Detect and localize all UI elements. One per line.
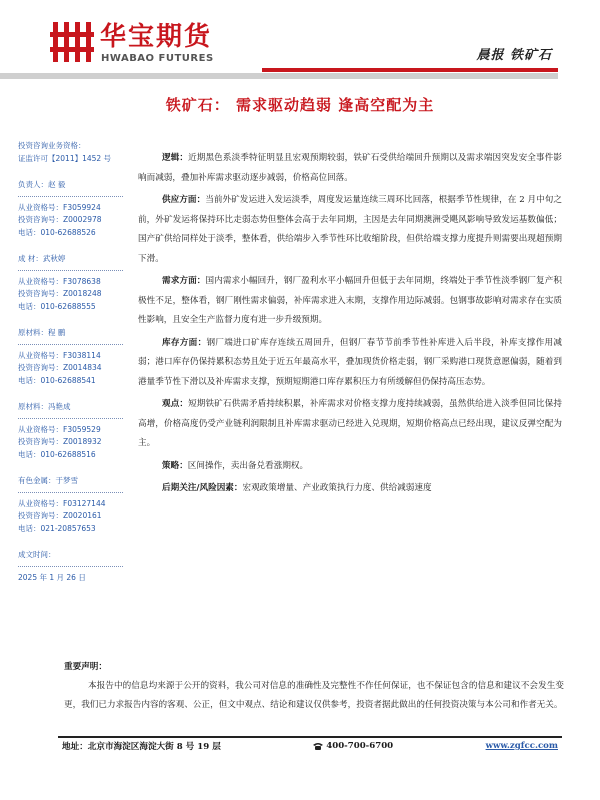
analyst-block: [18, 327, 128, 387]
logic-paragraph: [138, 149, 562, 188]
analyst-consult-number: 投资咨询号：Z0018932: [18, 437, 102, 446]
footer-phone-group: [313, 741, 393, 751]
section-label: 供应方面：: [162, 195, 206, 205]
report-title: 铁矿石： 需求驱动趋弱 逢高空配为主: [165, 96, 435, 114]
section-label: 策略：: [162, 460, 188, 471]
section-text: 钢厂端进口矿库存连续五周回升，但钢厂春节节前季节性补库进入后半段，补库支撑作用减弱；港口库存仍保持累积态势且处于近五年最高水平，叠加现货价格走弱，钢厂采购港口现货意愿偏弱，随着到港量季节性下滑以及补库需求支撑，预期短期港口库存累积压力有所缓解但仍保持高压态势。: [138, 337, 562, 387]
analyst-block: [18, 475, 128, 535]
section-text: 当前外矿发运进入发运淡季，周度发运量连续三周环比回落，根据季节性规律，在 2 月中旬之前，外矿发运将保持环比走弱态势但整体会高于去年同期，主因是去年同期澳洲受飓风影响导致发运基数偏低；国产矿供给同样处于淡季，整体看，供给端步入季节性环比收缩阶段，但供给端支撑力度提升则需要出现超预期下滑。: [138, 195, 562, 264]
hwabao-logo-icon: [50, 20, 94, 64]
analyst-role: 有色金属：于梦雪: [18, 476, 78, 485]
report-body: [138, 149, 562, 499]
date-label: 成文时间：: [18, 550, 56, 559]
analyst-consult-number: 投资咨询号：Z0020161: [18, 511, 102, 520]
section-text: 短期铁矿石供需矛盾持续积累，补库需求对价格支撑力度持续减弱，虽然供给进入淡季但同比保持高增，价格高度仍受产业链利润限制且补库需求驱动已经进入兑现期，短期价格高点已经出现，建议反弹空配为主。: [138, 399, 562, 448]
logo-chinese-name: 华宝期货: [100, 22, 213, 52]
supply-paragraph: [138, 191, 562, 269]
analyst-qualification: 从业资格号：F3059924: [18, 202, 101, 212]
section-text: 区间操作，卖出备兑看涨期权。: [187, 460, 309, 471]
footer-website-link[interactable]: www.zgfcc.com: [485, 741, 558, 751]
divider: [18, 196, 123, 197]
company-logo: [50, 18, 250, 68]
analyst-phone: 电话：010-62688555: [18, 301, 96, 311]
analyst-block: [18, 401, 128, 461]
view-paragraph: [138, 395, 562, 454]
analyst-phone: 电话：010-62688516: [18, 449, 96, 459]
logo-english-name: HWABAO FUTURES: [101, 53, 214, 64]
risk-text: 宏观政策增量、产业政策执行力度、供给减弱速度: [242, 483, 432, 493]
analyst-consult-number: 投资咨询号：Z0002978: [18, 215, 102, 224]
report-tag: 晨报 铁矿石: [476, 48, 552, 63]
header-red-rule: [262, 68, 558, 72]
demand-paragraph: [138, 272, 562, 331]
section-text: 国内需求小幅回升，钢厂盈利水平小幅回升但低于去年同期，终端处于季节性淡季钢厂复产积极性不足，整体看，钢厂刚性需求偏弱，补库需求进入末期，支撑作用边际减弱。包钢事故影响对需求存在实质性影响，且安全生产监督力度有进一步升级预期。: [138, 276, 562, 325]
risk-label: 后期关注/风险因素：: [162, 483, 243, 493]
divider: [18, 492, 123, 493]
analyst-role: 原材料：冯艳成: [18, 402, 71, 411]
analyst-qualification: 从业资格号：F3059529: [18, 424, 101, 434]
footer-rule: [58, 736, 562, 738]
section-label: 观点：: [162, 399, 189, 409]
risk-paragraph: [138, 479, 562, 499]
analyst-phone: 电话：010-62688541: [18, 375, 96, 385]
license-block: [18, 140, 128, 165]
license-label: 投资咨询业务资格：: [18, 141, 86, 150]
analyst-qualification: 从业资格号：F3078638: [18, 276, 101, 286]
divider: [18, 566, 123, 567]
analyst-phone: 电话：010-62688526: [18, 227, 96, 237]
analyst-role: 原材料：程 鹏: [18, 328, 66, 337]
divider: [18, 418, 123, 419]
analyst-phone: 电话：021-20857653: [18, 523, 96, 533]
footer-address: 地址：北京市海淀区海淀大街 8 号 19 层: [62, 742, 221, 752]
date-block: [18, 549, 128, 584]
analyst-sidebar: [18, 140, 128, 598]
analyst-role: 负责人：赵 毅: [18, 180, 66, 189]
section-label: 库存方面：: [162, 337, 207, 348]
analyst-consult-number: 投资咨询号：Z0014834: [18, 363, 102, 372]
section-label: 需求方面：: [162, 276, 206, 286]
footer: [58, 740, 562, 752]
strategy-paragraph: [138, 457, 562, 477]
header-gray-band: [0, 73, 558, 79]
telephone-icon: [313, 742, 323, 750]
disclaimer-title: 重要声明：: [64, 662, 107, 672]
disclaimer: [64, 658, 564, 715]
analyst-consult-number: 投资咨询号：Z0018248: [18, 289, 102, 298]
footer-phone: 400-700-6700: [326, 741, 394, 751]
analyst-qualification: 从业资格号：F03127144: [18, 498, 106, 508]
divider: [18, 344, 123, 345]
analyst-block: [18, 179, 128, 239]
report-date: 2025 年 1 月 26 日: [18, 572, 86, 582]
divider: [18, 270, 123, 271]
section-label: 逻辑：: [162, 153, 189, 163]
disclaimer-text: 本报告中的信息均来源于公开的资料，我公司对信息的准确性及完整性不作任何保证，也不保证包含的信息和建议不会发生变更，我们已力求报告内容的客观、公正，但文中观点、结论和建议仅供参考，投资者据此做出的任何投资决策与本公司和作者无关。: [64, 681, 564, 710]
analyst-role: 成 材：武秋婷: [18, 254, 66, 263]
analyst-qualification: 从业资格号：F3038114: [18, 350, 101, 360]
license-value: 证监许可【2011】1452 号: [18, 153, 112, 163]
section-text: 近期黑色系淡季特征明显且宏观预期较弱，铁矿石受供给端回升预期以及需求端因突发安全事件影响而减弱，叠加补库需求驱动逐步减弱，价格高位回落。: [138, 153, 562, 183]
analyst-block: [18, 253, 128, 313]
inventory-paragraph: [138, 334, 562, 393]
